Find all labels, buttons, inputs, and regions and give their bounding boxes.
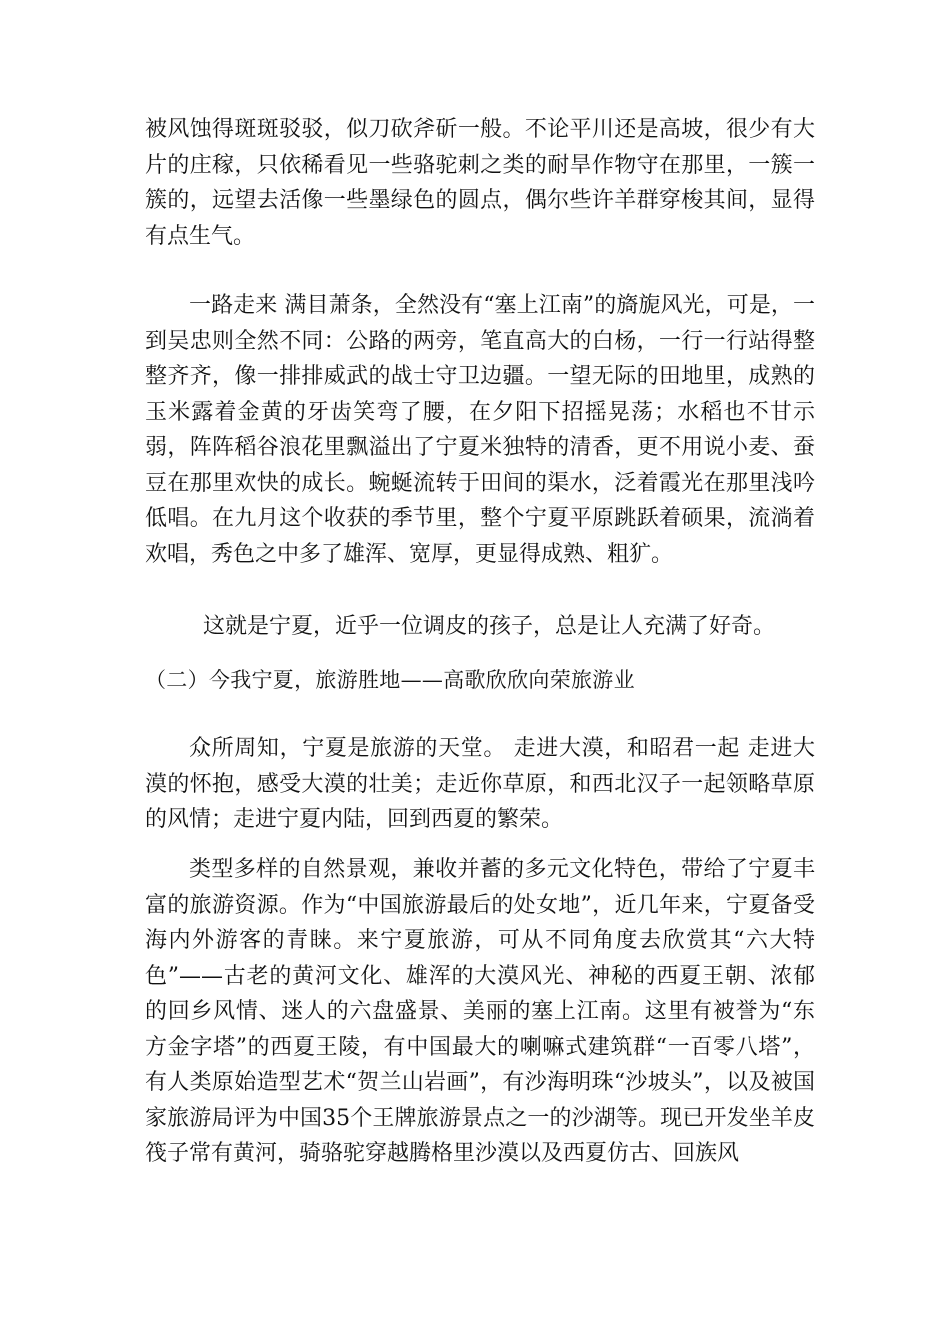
paragraph-tourism-resources: 类型多样的自然景观，兼收并蓄的多元文化特色，带给了宁夏丰富的旅游资源。作为“中国旅游最后的处女地”，近几年来，宁夏备受海内外游客的青睐。来宁夏旅游，可从不同角度去欣赏其“六大特色”——古老的黄河文化、雄浑的大漠风光、神秘的西夏王朝、浓郁的回乡风情、迷人的六盘盛景、美丽的塞上江南。这里有被誉为“东方金字塔”的西夏王陵，有中国最大的喇嘛式建筑群“一百零八塔”，有人类原始造型艺术“贺兰山岩画”，有沙海明珠“沙坡头”，以及被国家旅游局评为中国35个王牌旅游景点之一的沙湖等。现已开发坐羊皮筏子常有黄河，骑骆驼穿越腾格里沙漠以及西夏仿古、回族风 [145,857,815,1166]
paragraph-tourism-paradise: 众所周知，宁夏是旅游的天堂。 走进大漠，和昭君一起 走进大漠的怀抱，感受大漠的壮美；走近你草原，和西北汉子一起领略草原的风情；走进宁夏内陆，回到西夏的繁荣。 [145,736,815,832]
paragraph-wuzhong-scenery: 一路走来 满目萧条，全然没有“塞上江南”的旖旎风光，可是，一到吴忠则全然不同：公路的两旁，笔直高大的白杨，一行一行站得整整齐齐，像一排排威武的战士守卫边疆。一望无际的田地里，成熟的玉米露着金黄的牙齿笑弯了腰，在夕阳下招摇晃荡；水稻也不甘示弱，阵阵稻谷浪花里飘溢出了宁夏米独特的清香，更不用说小麦、蚕豆在那里欢快的成长。蜿蜒流转于田间的渠水，泛着霞光在那里浅吟低唱。在九月这个收获的季节里，整个宁夏平原跳跃着硕果，流淌着欢唱，秀色之中多了雄浑、宽厚，更显得成熟、粗犷。 [145,293,815,567]
paragraph-desert-landscape: 被风蚀得斑斑驳驳，似刀砍斧斫一般。不论平川还是高坡，很少有大片的庄稼，只依稀看见一些骆驼刺之类的耐旱作物守在那里，一簇一簇的，远望去活像一些墨绿色的圆点，偶尔些许羊群穿梭其间，显得有点生气。 [145,117,815,249]
paragraph-curious-child: 这就是宁夏，近乎一位调皮的孩子，总是让人充满了好奇。 [203,614,776,639]
section-heading-tourism: （二）今我宁夏，旅游胜地——高歌欣欣向荣旅游业 [145,668,635,692]
